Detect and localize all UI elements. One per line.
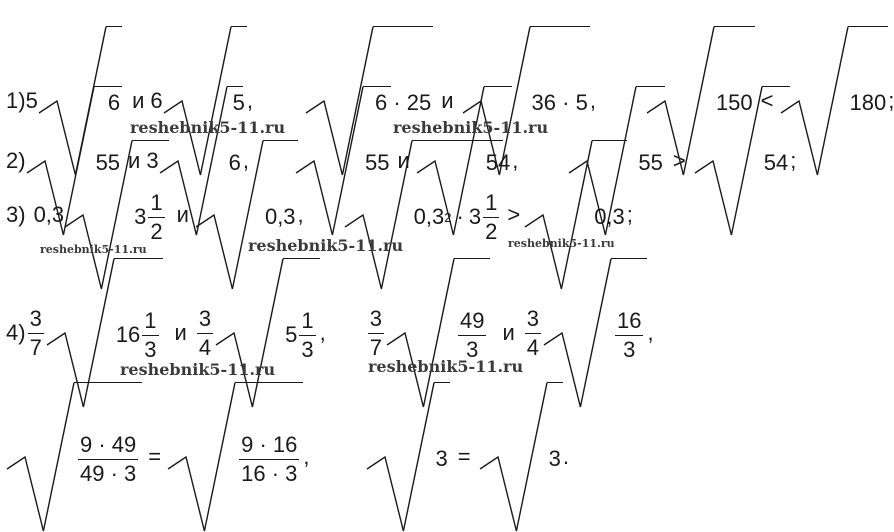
base: 0,3 [413, 204, 445, 229]
radical-sign [366, 382, 434, 532]
conjunction: и [128, 148, 141, 173]
relation-sign: > [672, 148, 686, 173]
sqrt-expression [167, 382, 303, 532]
punctuation: , [242, 148, 249, 173]
relation-sign: < [760, 88, 774, 113]
watermark: reshebnik5-11.ru [40, 243, 147, 256]
punctuation: , [319, 320, 326, 345]
numerator: 9 · 49 [80, 431, 137, 457]
radicand: 55 [94, 86, 122, 236]
conjunction: и [397, 148, 410, 173]
denominator: 49 · 3 [80, 460, 137, 486]
watermark: reshebnik5-11.ru [130, 118, 286, 137]
numerator: 49 [459, 307, 485, 333]
radicand: 54 [484, 86, 512, 236]
conjunction: и [441, 88, 454, 113]
radical-sign [694, 86, 762, 236]
coefficient: 0,3 [33, 202, 65, 227]
conjunction: и [174, 320, 187, 345]
punctuation: ; [626, 202, 633, 227]
radical-sign [167, 382, 235, 532]
punctuation: , [297, 202, 304, 227]
punctuation: , [303, 444, 310, 469]
fraction [142, 307, 158, 362]
item-number: 2) [6, 148, 26, 173]
radicand: 6 [227, 86, 243, 236]
radicand: 36 · 5 [530, 26, 590, 176]
fraction [458, 307, 486, 362]
sqrt-expression [6, 382, 142, 532]
denominator: 16 · 3 [241, 460, 298, 486]
radicand: 0,3 [263, 140, 298, 290]
denominator: 3 [623, 336, 636, 362]
numerator: 1 [144, 307, 157, 333]
denominator: 4 [526, 334, 539, 360]
numerator: 1 [301, 307, 314, 333]
fraction [148, 189, 164, 244]
denominator: 2 [150, 218, 163, 244]
denominator: 3 [144, 336, 157, 362]
mixed-whole: 5 [285, 322, 298, 347]
denominator: 4 [198, 334, 212, 360]
conjunction: и [502, 320, 515, 345]
numerator: 16 [617, 307, 642, 333]
fraction [197, 305, 213, 360]
denominator: 7 [369, 334, 382, 360]
radicand: 55 [636, 86, 664, 236]
fraction [615, 307, 643, 362]
item-number: 1) [6, 88, 26, 113]
sqrt-expression [366, 382, 450, 532]
radical-sign [6, 382, 74, 532]
radicand: 6 · 25 [373, 26, 433, 176]
fraction [525, 305, 541, 360]
conjunction: и [176, 202, 189, 227]
punctuation: , [512, 148, 519, 173]
watermark: reshebnik5-11.ru [393, 118, 549, 137]
solution-line-5 [6, 382, 569, 532]
coefficient: 3 [146, 148, 159, 173]
radicand [74, 382, 142, 532]
numerator: 3 [369, 305, 382, 331]
radicand: 3 [547, 382, 563, 532]
denominator: 3 [301, 336, 314, 362]
conjunction: и [132, 88, 145, 113]
radicand: 180 [848, 26, 889, 176]
item-number: 4) [6, 320, 26, 345]
punctuation: . [562, 444, 569, 469]
mixed-whole: 3 [134, 204, 147, 229]
mixed-whole: 3 [468, 204, 482, 229]
punctuation: , [647, 320, 654, 345]
numerator: 3 [198, 305, 212, 331]
watermark: reshebnik5-11.ru [508, 237, 615, 250]
sqrt-expression [479, 382, 563, 532]
watermark: reshebnik5-11.ru [248, 236, 404, 255]
multiply-dot: · [456, 204, 464, 229]
radicand: 5 [231, 26, 247, 176]
radicand [235, 382, 303, 532]
denominator: 7 [29, 334, 42, 360]
coefficient: 5 [25, 88, 38, 113]
fraction [28, 305, 44, 360]
fraction [78, 431, 138, 486]
punctuation: , [589, 88, 596, 113]
fraction [483, 189, 499, 244]
radicand: 0,3 [592, 140, 627, 290]
fraction [299, 307, 315, 362]
sqrt-expression [694, 86, 790, 236]
watermark: reshebnik5-11.ru [368, 357, 524, 376]
coefficient: 6 [150, 88, 163, 113]
radicand: 3 [434, 382, 450, 532]
equals-sign: = [148, 444, 162, 469]
radicand: 150 [714, 26, 755, 176]
numerator: 9 · 16 [241, 431, 298, 457]
fraction [368, 305, 384, 360]
fraction [239, 431, 299, 486]
radicand: 55 [363, 86, 391, 236]
radicand: 54 [762, 86, 790, 236]
punctuation: ; [888, 88, 894, 113]
relation-sign: > [507, 202, 521, 227]
numerator: 3 [526, 305, 539, 331]
watermark: reshebnik5-11.ru [120, 360, 276, 379]
numerator: 3 [29, 305, 42, 331]
punctuation: ; [790, 148, 797, 173]
mixed-whole: 16 [115, 322, 141, 347]
item-number: 3) [6, 202, 26, 227]
punctuation: , [246, 88, 253, 113]
denominator: 3 [466, 336, 479, 362]
numerator: 1 [150, 189, 163, 215]
radicand: 6 [106, 26, 122, 176]
radical-sign [479, 382, 547, 532]
numerator: 1 [485, 189, 498, 215]
denominator: 2 [485, 218, 498, 244]
radicand [611, 258, 647, 408]
exponent: 2 [444, 209, 452, 225]
equals-sign: = [457, 444, 471, 469]
